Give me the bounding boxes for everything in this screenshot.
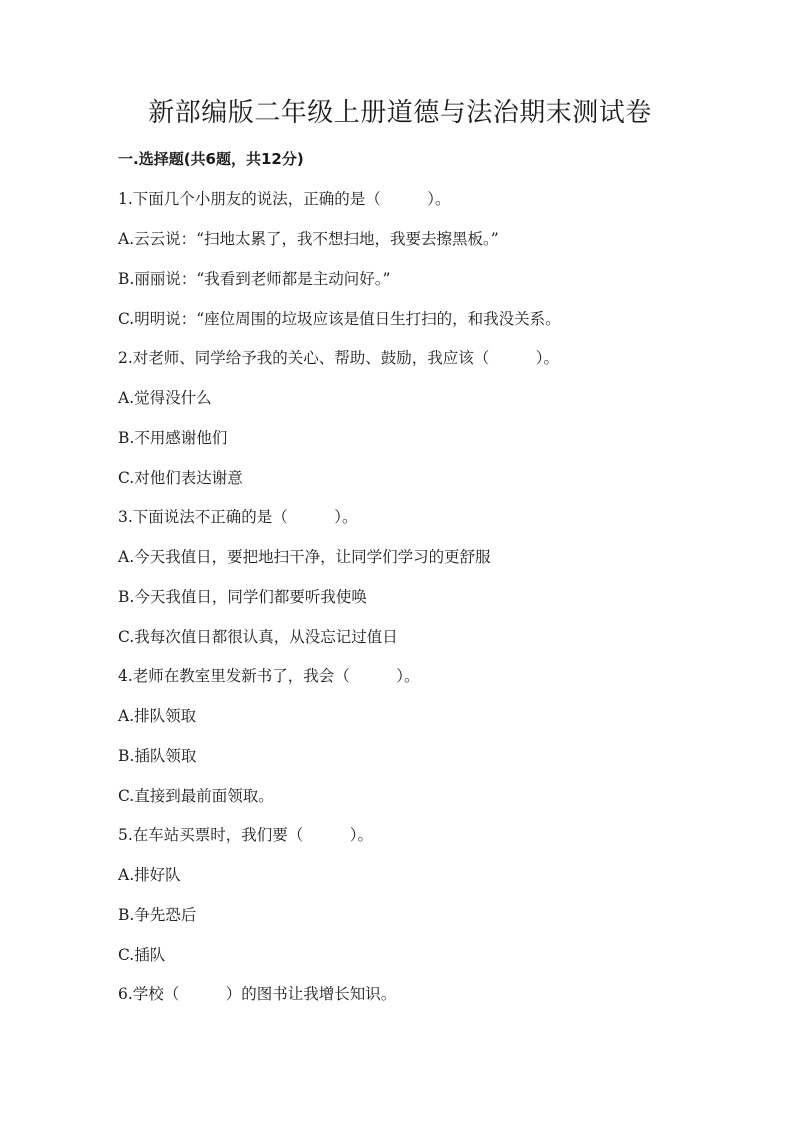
question-4-option-c: C.直接到最前面领取。 [118,787,274,805]
question-2-option-a: A.觉得没什么 [118,389,212,407]
question-2-option-b: B.不用感谢他们 [118,429,228,447]
question-4-option-b: B.插队领取 [118,747,197,765]
question-5-option-c: C.插队 [118,946,166,964]
question-6-stem: 6.学校（ ）的图书让我增长知识。 [118,985,397,1003]
question-1-option-a: A.云云说：“扫地太累了，我不想扫地，我要去擦黑板。” [118,230,499,248]
question-4-option-a: A.排队领取 [118,707,197,725]
question-5-option-a: A.排好队 [118,866,181,884]
question-1-stem: 1.下面几个小朋友的说法，正确的是（ ）。 [118,190,451,208]
question-3-stem: 3.下面说法不正确的是（ ）。 [118,508,358,526]
section-heading: 一.选择题(共6题，共12分) [118,150,304,168]
question-2-option-c: C.对他们表达谢意 [118,469,243,487]
question-4-stem: 4.老师在教室里发新书了，我会（ ）。 [118,667,420,685]
exam-title: 新部编版二年级上册道德与法治期末测试卷 [148,98,652,128]
question-1-option-c: C.明明说：“座位周围的垃圾应该是值日生打扫的，和我没关系。 [118,310,561,328]
question-3-option-c: C.我每次值日都很认真，从没忘记过值日 [118,628,398,646]
question-2-stem: 2.对老师、同学给予我的关心、帮助、鼓励，我应该（ ）。 [118,349,560,367]
question-3-option-a: A.今天我值日，要把地扫干净，让同学们学习的更舒服 [118,548,491,566]
question-5-option-b: B.争先恐后 [118,906,197,924]
question-5-stem: 5.在车站买票时，我们要（ ）。 [118,826,374,844]
question-1-option-b: B.丽丽说：“我看到老师都是主动问好。” [118,270,391,288]
question-3-option-b: B.今天我值日，同学们都要听我使唤 [118,588,367,606]
